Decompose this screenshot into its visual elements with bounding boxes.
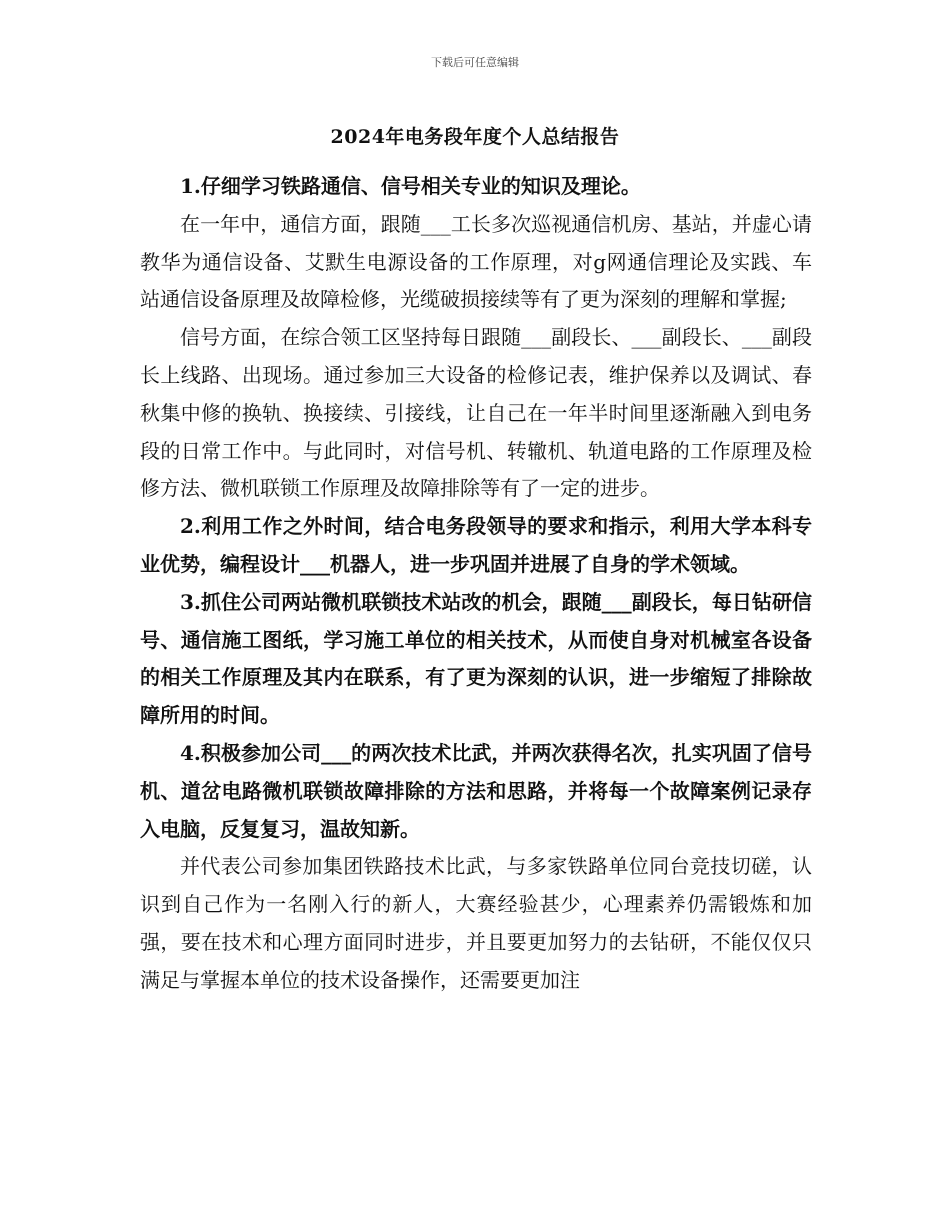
paragraph: 并代表公司参加集团铁路技术比武，与多家铁路单位同台竞技切磋，认识到自己作为一名刚入行的新人，大赛经验甚少，心理素养仍需锻炼和加强，要在技术和心理方面同时进步，并且要更加努力的去钻研，不能仅仅只满足与掌握本单位的技术设备操作，还需要更加注 xyxy=(140,854,812,992)
paragraph: 2.利用工作之外时间，结合电务段领导的要求和指示，利用大学本科专业优势，编程设计___机器人，进一步巩固并进展了自身的学术领域。 xyxy=(140,514,812,576)
header-note: 下载后可任意编辑 xyxy=(431,56,519,69)
document-title: 2024年电务段年度个人总结报告 xyxy=(330,126,620,148)
paragraph: 信号方面，在综合领工区坚持每日跟随___副段长、___副段长、___副段长上线路、出现场。通过参加三大设备的检修记表，维护保养以及调试、春秋集中修的换轨、换接续、引接线，让自己在一年半时间里逐渐融入到电务段的日常工作中。与此同时，对信号机、转辙机、轨道电路的工作原理及检修方法、微机联锁工作原理及故障排除等有了一定的进步。 xyxy=(140,325,812,501)
document-body xyxy=(140,168,812,1000)
paragraph: 1.仔细学习铁路通信、信号相关专业的知识及理论。 xyxy=(180,174,641,198)
paragraph: 4.积极参加公司___的两次技术比武，并两次获得名次，扎实巩固了信号机、道岔电路微机联锁故障排除的方法和思路，并将每一个故障案例记录存入电脑，反复复习，温故知新。 xyxy=(140,740,812,841)
paragraph: 在一年中，通信方面，跟随___工长多次巡视通信机房、基站，并虚心请教华为通信设备、艾默生电源设备的工作原理，对g网通信理论及实践、车站通信设备原理及故障检修，光缆破损接续等有了更为深刻的理解和掌握; xyxy=(140,211,812,312)
paragraph: 3.抓住公司两站微机联锁技术站改的机会，跟随___副段长，每日钻研信号、通信施工图纸，学习施工单位的相关技术，从而使自身对机械室各设备的相关工作原理及其内在联系，有了更为深刻的认识，进一步缩短了排除故障所用的时间。 xyxy=(140,589,812,728)
